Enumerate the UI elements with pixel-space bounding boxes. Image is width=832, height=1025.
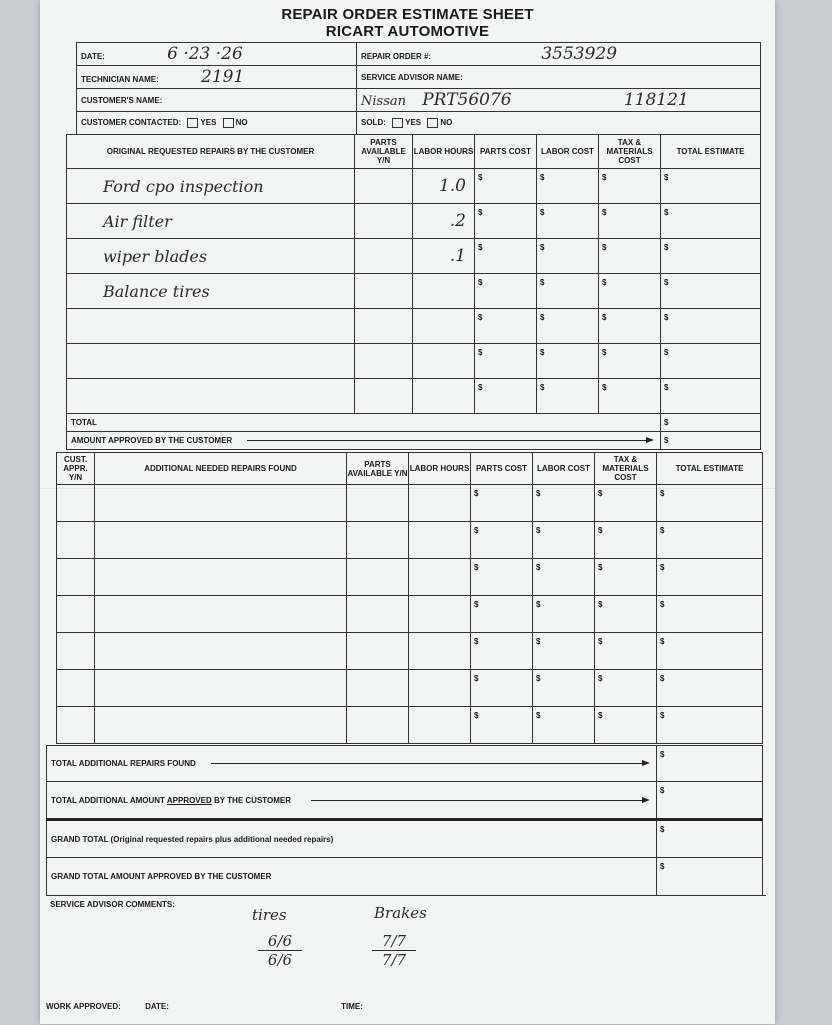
labor-cost-cell[interactable]: $ [533,633,595,670]
parts-cost-cell[interactable]: $ [471,522,533,559]
labor-hours-cell[interactable] [409,596,471,633]
table-row [57,670,763,707]
labor-cost-cell[interactable]: $ [537,309,599,344]
sold-cell [357,112,761,135]
labor-hours-cell[interactable] [413,309,475,344]
col-parts-cost: PARTS COST [475,135,537,169]
total-estimate-cell[interactable]: $ [661,169,761,204]
totals-table [46,745,763,896]
additional-repair-cell[interactable] [95,559,347,596]
total-estimate-cell[interactable]: $ [657,485,763,522]
cust-approved-cell[interactable] [57,596,95,633]
arrow-right-icon [646,437,654,443]
amount-approved-label: AMOUNT APPROVED BY THE CUSTOMER [71,436,233,445]
customer-name-label: CUSTOMER'S NAME: [81,95,163,105]
sheet-header [40,6,775,40]
service-advisor-cell[interactable] [357,66,761,89]
total-estimate-cell[interactable]: $ [661,309,761,344]
sold-yes-label: YES [405,118,422,128]
parts-cost-cell[interactable]: $ [471,596,533,633]
arrow-line [247,440,646,441]
customer-contacted-label: CUSTOMER CONTACTED: [81,118,182,128]
cust-approved-cell[interactable] [57,707,95,744]
tax-cost-cell[interactable]: $ [595,633,657,670]
parts-available-cell[interactable] [347,522,409,559]
parts-cost-cell[interactable]: $ [471,633,533,670]
contacted-yes-checkbox[interactable] [187,118,198,128]
parts-available-cell[interactable] [347,633,409,670]
date-value: 6 ·23 ·26 [167,44,243,64]
amount-approved-value[interactable]: $ [661,432,761,450]
table-row [67,309,761,344]
table-row [57,485,763,522]
customer-name-cell[interactable] [77,89,357,112]
estimate-sheet [40,0,775,1024]
labor-cost-cell[interactable]: $ [533,707,595,744]
parts-available-cell[interactable] [347,707,409,744]
additional-repairs-table [56,452,763,744]
table-row [57,633,763,670]
arrow-line [211,763,642,764]
parts-cost-cell[interactable]: $ [475,204,537,239]
additional-found-value[interactable]: $ [657,746,763,782]
additional-repair-cell[interactable] [95,522,347,559]
contacted-yes-label: YES [200,118,217,128]
labor-cost-cell[interactable]: $ [537,204,599,239]
repair-order-label: REPAIR ORDER #: [361,52,432,61]
vehicle-cell[interactable] [357,89,761,112]
total-label: TOTAL [67,414,661,432]
col-tax-materials: TAX & MATERIALS COST [599,135,661,169]
col-parts-cost: PARTS COST [471,453,533,485]
col-labor-hours: LABOR HOURS [413,135,475,169]
table-row [57,522,763,559]
labor-hours-cell[interactable] [409,670,471,707]
footer-date-label: DATE: [145,1002,169,1011]
table-row [67,169,761,204]
advisor-comments-label: SERVICE ADVISOR COMMENTS: [50,900,175,909]
labor-hours-cell[interactable] [409,559,471,596]
col-original-repairs: ORIGINAL REQUESTED REPAIRS BY THE CUSTOMER [67,135,355,169]
parts-available-cell[interactable] [347,596,409,633]
total-estimate-cell[interactable]: $ [657,633,763,670]
footer-signoff [46,1002,363,1011]
total-estimate-cell[interactable]: $ [657,596,763,633]
parts-available-cell[interactable] [355,239,413,274]
original-repairs-table [66,134,761,450]
tax-cost-cell[interactable]: $ [595,670,657,707]
sold-no-label: NO [440,118,453,128]
parts-cost-cell[interactable]: $ [471,559,533,596]
parts-cost-cell[interactable]: $ [475,344,537,379]
tax-cost-cell[interactable]: $ [599,379,661,414]
col-tax-materials: TAX & MATERIALS COST [595,453,657,485]
col-parts-available: PARTS AVAILABLE Y/N [355,135,413,169]
repair-description[interactable] [67,344,355,379]
additional-found-cell [47,746,657,782]
parts-available-cell[interactable] [355,204,413,239]
col-labor-cost: LABOR COST [533,453,595,485]
amount-approved-label-cell [67,432,661,450]
sold-yes-checkbox[interactable] [392,118,403,128]
repair-description[interactable] [67,309,355,344]
sheet-title: REPAIR ORDER ESTIMATE SHEET [281,6,534,23]
tires-bottom: 6/6 [258,950,302,969]
labor-cost-cell[interactable]: $ [537,274,599,309]
grand-total-approved-value[interactable]: $ [657,858,763,896]
parts-available-cell[interactable] [355,344,413,379]
labor-hours-cell[interactable] [413,344,475,379]
note-tires: tires [252,906,287,924]
labor-cost-cell[interactable]: $ [537,379,599,414]
parts-cost-cell[interactable]: $ [475,239,537,274]
contacted-no-label: NO [235,118,248,128]
tires-fraction [258,932,302,969]
labor-hours-cell[interactable] [409,633,471,670]
sold-label: SOLD: [361,118,386,128]
additional-approved-suffix: BY THE CUSTOMER [211,795,292,805]
technician-cell[interactable] [77,66,357,89]
table-row [57,559,763,596]
parts-available-cell[interactable] [355,169,413,204]
grand-total-label: GRAND TOTAL (Original requested repairs plus additional needed repairs) [47,820,657,858]
brakes-top: 7/7 [381,932,407,950]
tax-cost-cell[interactable]: $ [599,239,661,274]
contacted-no-checkbox[interactable] [223,118,234,128]
repair-description[interactable]: Balance tires [67,274,355,309]
arrow-line [311,800,642,801]
total-estimate-cell[interactable]: $ [661,344,761,379]
additional-repair-cell[interactable] [95,707,347,744]
service-advisor-label: SERVICE ADVISOR NAME: [361,72,463,82]
total-estimate-cell[interactable]: $ [661,204,761,239]
info-table [76,42,761,135]
parts-cost-cell[interactable]: $ [471,707,533,744]
cust-approved-cell[interactable] [57,559,95,596]
parts-cost-cell[interactable]: $ [475,169,537,204]
labor-hours-cell[interactable]: .1 [413,239,475,274]
col-labor-hours: LABOR HOURS [409,453,471,485]
table-row [67,239,761,274]
additional-approved-cell [47,782,657,820]
parts-available-cell[interactable] [347,559,409,596]
tax-cost-cell[interactable]: $ [599,169,661,204]
cust-approved-cell[interactable] [57,633,95,670]
labor-hours-cell[interactable] [409,707,471,744]
technician-value: 2191 [201,67,245,87]
parts-available-cell[interactable] [347,485,409,522]
additional-repair-cell[interactable] [95,596,347,633]
tax-cost-cell[interactable]: $ [595,707,657,744]
additional-approved-underlined: APPROVED [166,795,212,805]
repair-description[interactable]: wiper blades [67,239,355,274]
tax-cost-cell[interactable]: $ [595,559,657,596]
table-row [57,596,763,633]
parts-cost-cell[interactable]: $ [471,485,533,522]
labor-cost-cell[interactable]: $ [537,239,599,274]
labor-cost-cell[interactable]: $ [537,169,599,204]
labor-cost-cell[interactable]: $ [537,344,599,379]
work-approved-label: WORK APPROVED: [46,1002,121,1011]
repair-order-cell[interactable] [357,43,761,66]
total-estimate-cell[interactable]: $ [661,274,761,309]
table-row [67,344,761,379]
col-parts-available: PARTS AVAILABLE Y/N [347,453,409,485]
table-row [57,707,763,744]
parts-cost-cell[interactable]: $ [475,379,537,414]
cust-approved-cell[interactable] [57,522,95,559]
total-estimate-cell[interactable]: $ [661,239,761,274]
labor-cost-cell[interactable]: $ [533,522,595,559]
labor-cost-cell[interactable]: $ [533,559,595,596]
brakes-bottom: 7/7 [372,950,416,969]
vin-value: PRT56076 [422,90,512,110]
company-name: RICART AUTOMOTIVE [325,23,490,40]
tax-cost-cell[interactable]: $ [595,522,657,559]
labor-cost-cell[interactable]: $ [533,485,595,522]
additional-approved-prefix: TOTAL ADDITIONAL AMOUNT [51,795,167,805]
parts-cost-cell[interactable]: $ [475,309,537,344]
additional-repair-cell[interactable] [95,633,347,670]
repair-description[interactable]: Ford cpo inspection [67,169,355,204]
labor-cost-cell[interactable]: $ [533,670,595,707]
customer-contacted-cell [77,112,357,135]
arrow-right-icon [642,797,650,803]
repair-description[interactable]: Air filter [67,204,355,239]
parts-available-cell[interactable] [347,670,409,707]
footer-time-label: TIME: [341,1002,363,1011]
col-total-estimate: TOTAL ESTIMATE [661,135,761,169]
parts-cost-cell[interactable]: $ [471,670,533,707]
additional-found-label: TOTAL ADDITIONAL REPAIRS FOUND [51,759,196,768]
repair-order-value: 3553929 [541,44,618,64]
tax-cost-cell[interactable]: $ [595,596,657,633]
total-estimate-cell[interactable]: $ [661,379,761,414]
repair-description[interactable] [67,379,355,414]
parts-available-cell[interactable] [355,309,413,344]
labor-hours-cell[interactable]: 1.0 [413,169,475,204]
sold-no-checkbox[interactable] [427,118,438,128]
table-row [67,204,761,239]
tax-cost-cell[interactable]: $ [595,485,657,522]
tax-cost-cell[interactable]: $ [599,204,661,239]
tax-cost-cell[interactable]: $ [599,274,661,309]
total-estimate-cell[interactable]: $ [657,559,763,596]
col-labor-cost: LABOR COST [537,135,599,169]
table-row [67,274,761,309]
col-cust-approved: CUST. APPR. Y/N [57,453,95,485]
cust-approved-cell[interactable] [57,485,95,522]
arrow-right-icon [642,760,650,766]
tax-cost-cell[interactable]: $ [599,344,661,379]
parts-available-cell[interactable] [355,379,413,414]
note-brakes: Brakes [374,904,427,922]
col-additional-repairs: ADDITIONAL NEEDED REPAIRS FOUND [95,453,347,485]
brakes-fraction [372,932,416,969]
vehicle-value: Nissan [361,94,406,109]
additional-repair-cell[interactable] [95,670,347,707]
labor-cost-cell[interactable]: $ [533,596,595,633]
additional-repair-cell[interactable] [95,485,347,522]
cust-approved-cell[interactable] [57,670,95,707]
total-estimate-cell[interactable]: $ [657,670,763,707]
table-row [67,379,761,414]
grand-total-approved-label: GRAND TOTAL AMOUNT APPROVED BY THE CUSTOMER [47,858,657,896]
date-label: DATE: [81,52,105,61]
col-total-estimate: TOTAL ESTIMATE [657,453,763,485]
labor-hours-cell[interactable]: .2 [413,204,475,239]
parts-available-cell[interactable] [355,274,413,309]
total-estimate-cell[interactable]: $ [657,522,763,559]
tires-top: 6/6 [267,932,293,950]
mileage-value: 118121 [623,90,689,110]
labor-hours-cell[interactable] [409,522,471,559]
parts-cost-cell[interactable]: $ [475,274,537,309]
tax-cost-cell[interactable]: $ [599,309,661,344]
additional-approved-value[interactable]: $ [657,782,763,820]
technician-label: TECHNICIAN NAME: [81,75,159,84]
date-cell[interactable] [77,43,357,66]
total-estimate-cell[interactable]: $ [657,707,763,744]
total-value[interactable]: $ [661,414,761,432]
labor-hours-cell[interactable] [413,274,475,309]
grand-total-value[interactable]: $ [657,820,763,858]
labor-hours-cell[interactable] [409,485,471,522]
labor-hours-cell[interactable] [413,379,475,414]
